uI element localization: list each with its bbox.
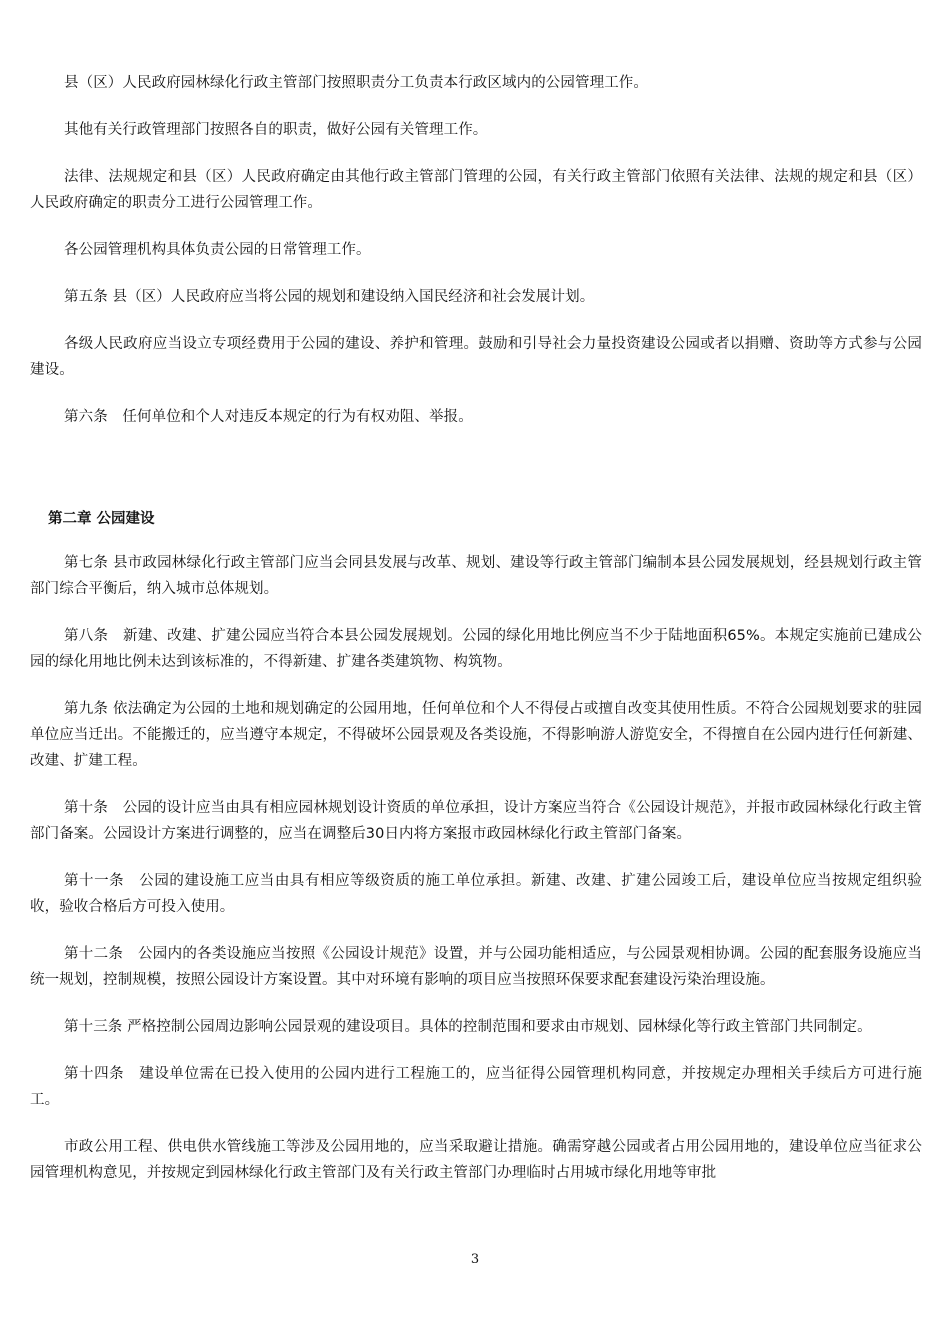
paragraph: 市政公用工程、供电供水管线施工等涉及公园用地的，应当采取避让措施。确需穿越公园或者占用公园用地的，建设单位应当征求公园管理机构意见，并按规定到园林绿化行政主管部门及有关行政主管部门办理临时占用城市绿化用地等审批: [30, 1139, 922, 1181]
paragraph: 各级人民政府应当设立专项经费用于公园的建设、养护和管理。鼓励和引导社会力量投资建设公园或者以捐赠、资助等方式参与公园建设。: [30, 336, 922, 378]
article-6: 第六条 任何单位和个人对违反本规定的行为有权劝阻、举报。: [64, 409, 473, 425]
article-7: 第七条 县市政园林绿化行政主管部门应当会同县发展与改革、规划、建设等行政主管部门编制本县公园发展规划，经县规划行政主管部门综合平衡后，纳入城市总体规划。: [30, 555, 922, 597]
article-10: 第十条 公园的设计应当由具有相应园林规划设计资质的单位承担，设计方案应当符合《公园设计规范》，并报市政园林绿化行政主管部门备案。公园设计方案进行调整的，应当在调整后30日内将方案报市政园林绿化行政主管部门备案。: [30, 800, 922, 842]
article-14: 第十四条 建设单位需在已投入使用的公园内进行工程施工的，应当征得公园管理机构同意，并按规定办理相关手续后方可进行施工。: [30, 1066, 922, 1108]
paragraph: 各公园管理机构具体负责公园的日常管理工作。: [64, 242, 371, 258]
paragraph: 法律、法规规定和县（区）人民政府确定由其他行政主管部门管理的公园，有关行政主管部门依照有关法律、法规的规定和县（区）人民政府确定的职责分工进行公园管理工作。: [30, 169, 922, 211]
chapter-title: 第二章 公园建设: [48, 511, 155, 527]
document-page: [30, 70, 922, 1207]
section-gap: [30, 451, 922, 506]
article-13: 第十三条 严格控制公园周边影响公园景观的建设项目。具体的控制范围和要求由市规划、园林绿化等行政主管部门共同制定。: [64, 1019, 872, 1035]
article-12: 第十二条 公园内的各类设施应当按照《公园设计规范》设置，并与公园功能相适应，与公园景观相协调。公园的配套服务设施应当统一规划，控制规模，按照公园设计方案设置。其中对环境有影响的项目应当按照环保要求配套建设污染治理设施。: [30, 946, 922, 988]
page-number: 3: [470, 1252, 480, 1267]
paragraph: 县（区）人民政府园林绿化行政主管部门按照职责分工负责本行政区域内的公园管理工作。: [64, 75, 648, 91]
article-9: 第九条 依法确定为公园的土地和规划确定的公园用地，任何单位和个人不得侵占或擅自改变其使用性质。不符合公园规划要求的驻园单位应当迁出。不能搬迁的，应当遵守本规定，不得破坏公园景观及各类设施，不得影响游人游览安全，不得擅自在公园内进行任何新建、改建、扩建工程。: [30, 701, 922, 769]
article-8: 第八条 新建、改建、扩建公园应当符合本县公园发展规划。公园的绿化用地比例应当不少于陆地面积65%。本规定实施前已建成公园的绿化用地比例未达到该标准的，不得新建、扩建各类建筑物、构筑物。: [30, 628, 922, 670]
article-5: 第五条 县（区）人民政府应当将公园的规划和建设纳入国民经济和社会发展计划。: [64, 289, 595, 305]
article-11: 第十一条 公园的建设施工应当由具有相应等级资质的施工单位承担。新建、改建、扩建公园竣工后，建设单位应当按规定组织验收，验收合格后方可投入使用。: [30, 873, 922, 915]
paragraph: 其他有关行政管理部门按照各自的职责，做好公园有关管理工作。: [64, 122, 488, 138]
